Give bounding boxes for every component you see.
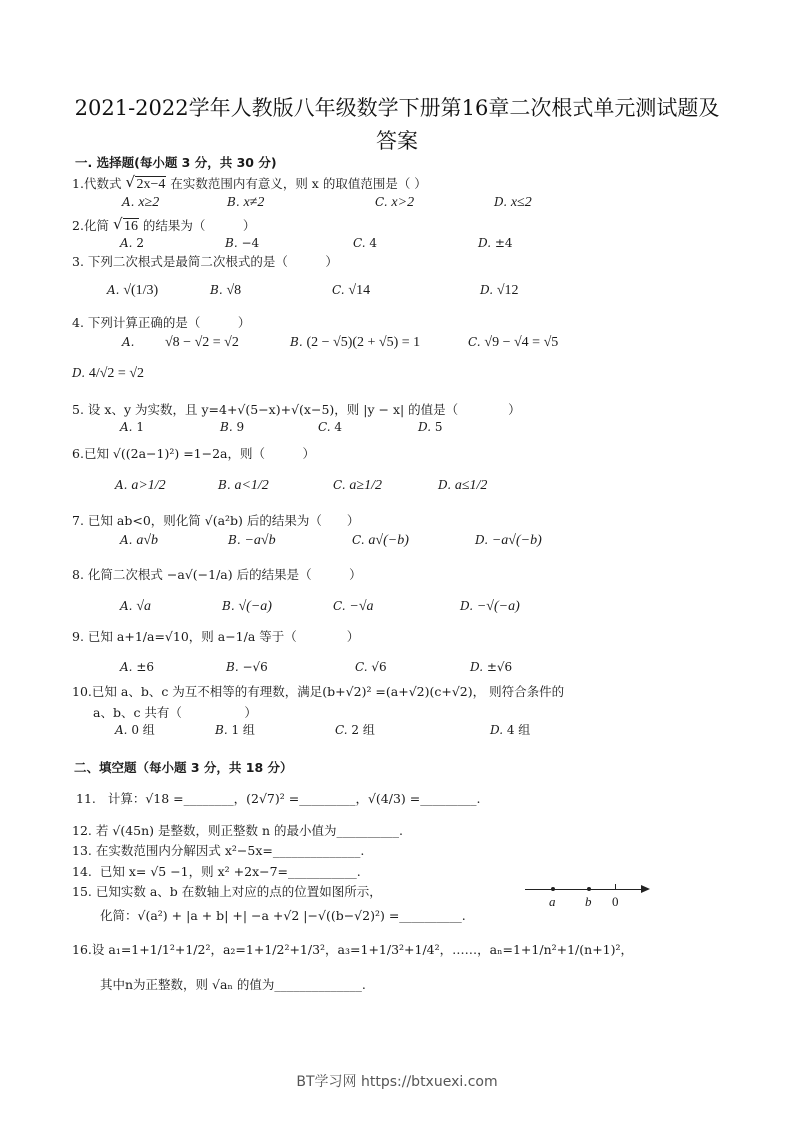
q2-option-a: A. 2 [120,236,144,250]
section-heading-fill: 二、填空题（每小题 3 分，共 18 分） [74,760,293,775]
point-b [587,887,591,891]
q10-option-c: C. 2 组 [335,723,375,737]
question-10: 10.已知 a、b、c 为互不相等的有理数，满足(b+√2)² =(a+√2)(c+√2)， 则符合条件的 [72,684,565,699]
number-line-arrow-icon [641,885,650,893]
q7-option-d: D. −a√(−b) [475,533,542,548]
q6-option-d: D. a≤1/2 [438,478,488,493]
q6-option-c: C. a≥1/2 [333,478,382,493]
q4-option-d: D. 4/√2 = √2 [72,366,144,381]
question-2: 2.化简 √ 16 的结果为（ ） [72,216,255,234]
q5-option-d: D. 5 [418,420,443,434]
q7-option-b: B. −a√b [228,533,276,548]
q1-option-b: B. x≠2 [227,195,265,210]
question-4: 4. 下列计算正确的是（ ） [72,315,251,330]
number-line [525,889,645,890]
question-6: 6.已知 √((2a−1)²) =1−2a，则（ ） [72,446,316,461]
question-14: 14. 已知 x= √5 −1，则 x² +2x−7=___________. [72,864,361,879]
q4-option-c: C. √9 − √4 = √5 [468,335,559,350]
sqrt-expression: √ 16 [114,218,139,234]
point-a [551,887,555,891]
q8-option-b: B. √(−a) [222,599,272,614]
q5-option-b: B. 9 [220,420,245,434]
question-3: 3. 下列二次根式是最简二次根式的是（ ） [72,254,338,269]
q5-option-a: A. 1 [120,420,144,434]
question-15-cont: 化简：√(a²) + |a + b| +| −a +√2 |−√((b−√2)²) =__________. [100,908,466,923]
q3-option-c: C. √14 [332,283,371,298]
question-13: 13. 在实数范围内分解因式 x²−5x=______________. [72,843,365,858]
q5-option-c: C. 4 [318,420,343,434]
q7-option-c: C. a√(−b) [352,533,409,548]
document-title-line1: 2021-2022学年人教版八年级数学下册第16章二次根式单元测试题及 [74,96,720,120]
question-8: 8. 化简二次根式 −a√(−1/a) 后的结果是（ ） [72,567,362,582]
q10-option-a: A. 0 组 [115,723,155,737]
q8-option-d: D. −√(−a) [460,599,520,614]
question-1: 1.代数式 √ 2x−4 在实数范围内有意义，则 x 的取值范围是（ ） [72,174,427,192]
q8-option-a: A. √a [120,599,151,614]
question-11: 11. 计算：√18 =________，(2√7)² =_________，√(4/3) =_________. [76,791,481,806]
document-title-line2: 答案 [376,129,418,153]
question-10-cont: a、b、c 共有（ ） [93,705,257,720]
q1-option-a: A. x≥2 [122,195,160,210]
q4-option-b: B. (2 − √5)(2 + √5) = 1 [290,335,421,350]
footer-watermark: BT学习网 https://btxuexi.com [296,1074,498,1090]
label-a: a [549,894,556,909]
label-b: b [585,894,592,909]
q9-option-a: A. ±6 [120,660,155,674]
q1-option-c: C. x>2 [375,195,415,210]
q7-option-a: A. a√b [120,533,158,548]
question-9: 9. 已知 a+1/a=√10，则 a−1/a 等于（ ） [72,629,360,644]
question-12: 12. 若 √(45n) 是整数，则正整数 n 的最小值为__________. [72,823,403,838]
q2-option-c: C. 4 [353,236,378,250]
q10-option-b: B. 1 组 [215,723,255,737]
q2-option-d: D. ±4 [478,236,513,250]
q1-option-d: D. x≤2 [494,195,532,210]
q9-option-c: C. √6 [355,660,387,674]
q3-option-d: D. √12 [480,283,519,298]
label-zero: 0 [612,894,619,909]
q6-option-b: B. a<1/2 [218,478,269,493]
sqrt-expression: √ 2x−4 [126,176,166,192]
q8-option-c: C. −√a [333,599,374,614]
q9-option-d: D. ±√6 [470,660,513,674]
q4-option-a: A. √8 − √2 = √2 [122,335,239,350]
q9-option-b: B. −√6 [226,660,268,674]
origin-tick [615,884,616,889]
question-16: 16.设 a₁=1+1/1²+1/2²，a₂=1+1/2²+1/3²，a₃=1+1/3²+1/4²，……，aₙ=1+1/n²+1/(n+1)²， [72,942,634,957]
question-7: 7. 已知 ab<0，则化简 √(a²b) 后的结果为（ ） [72,513,360,528]
q3-option-b: B. √8 [210,283,242,298]
question-15: 15. 已知实数 a、b 在数轴上对应的点的位置如图所示， [72,884,382,899]
q6-option-a: A. a>1/2 [115,478,166,493]
q3-option-a: A. √(1/3) [107,283,159,298]
question-5: 5. 设 x、y 为实数，且 y=4+√(5−x)+√(x−5)，则 |y − x| 的值是（ ） [72,402,521,417]
question-16-cont: 其中n为正整数，则 √aₙ 的值为______________. [100,977,366,992]
q10-option-d: D. 4 组 [490,723,531,737]
section-heading-choice: 一. 选择题(每小题 3 分，共 30 分) [75,155,277,170]
q2-option-b: B. −4 [225,236,260,250]
